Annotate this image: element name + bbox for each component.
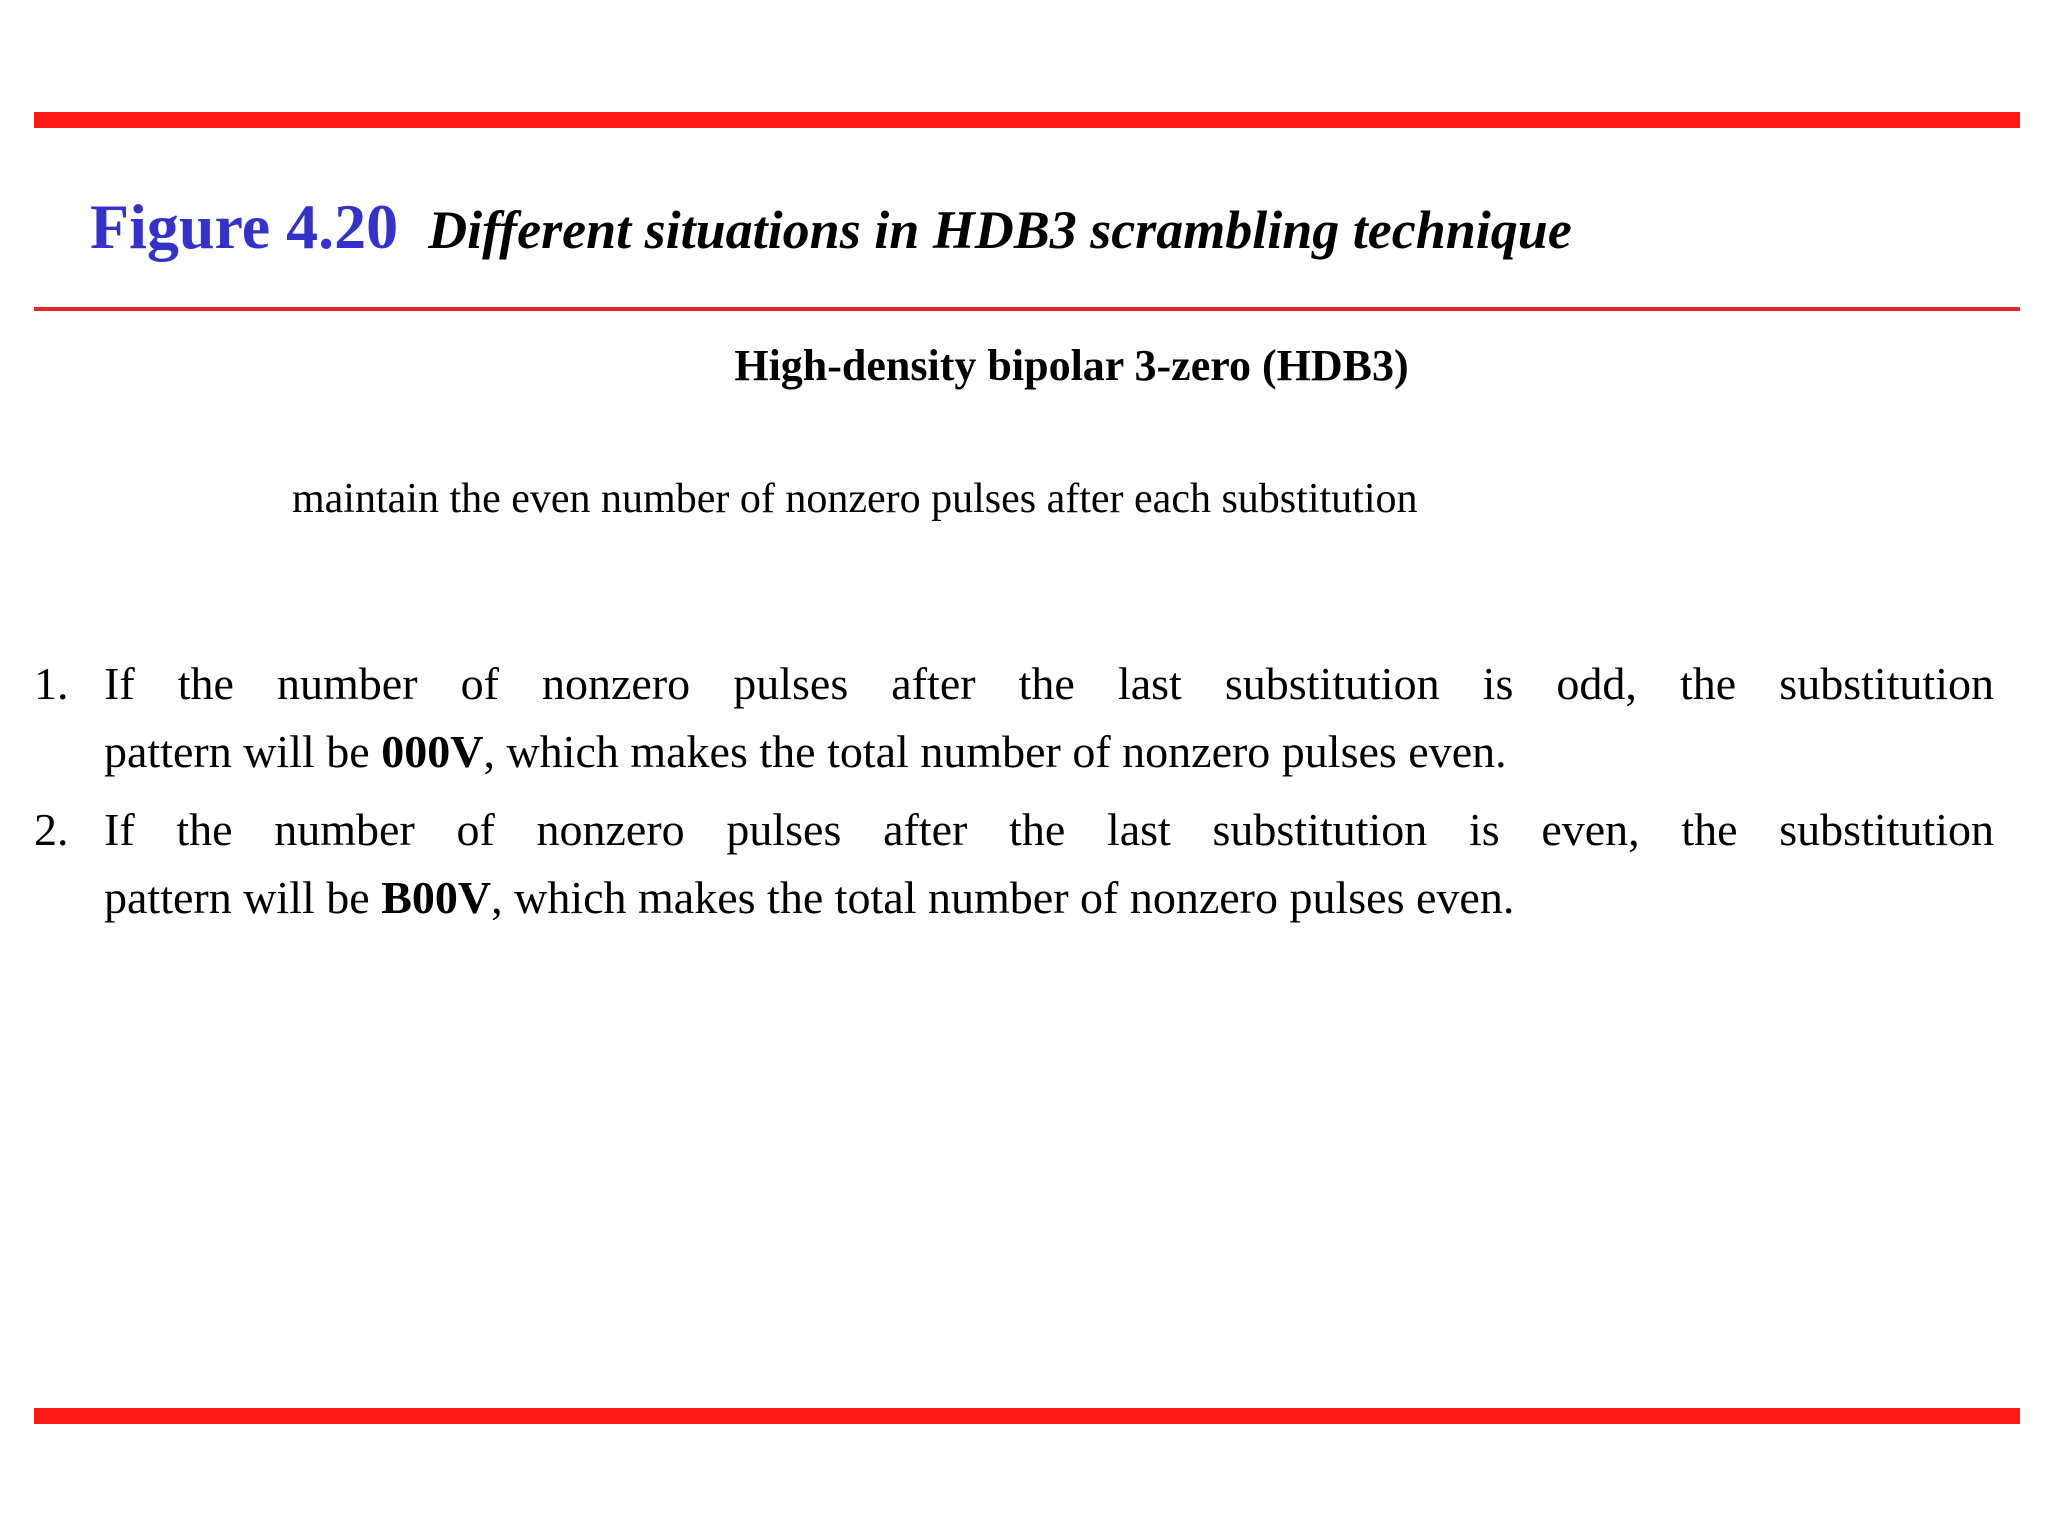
rule-number: 1. [34,658,69,709]
rule-line-2-suffix: , which makes the total number of nonzero pulses even. [483,726,1507,777]
rule-item [34,796,1994,932]
rule-text [104,650,1994,786]
substitution-pattern: 000V [381,726,484,777]
rule-line-2 [104,864,1994,932]
rule-item [34,650,1994,786]
rule-line-2-prefix: pattern will be [104,726,382,777]
figure-number: Figure 4.20 [90,191,399,262]
rule-line-1: If the number of nonzero pulses after the last substitution is even, the substitution [104,804,1994,855]
top-divider [34,112,2020,128]
rule-line-1: If the number of nonzero pulses after the last substitution is odd, the substitution [104,658,1994,709]
rule-number: 2. [34,804,69,855]
figure-caption: Different situations in HDB3 scrambling technique [428,200,1572,260]
rule-line-2-suffix: , which makes the total number of nonzero pulses even. [491,872,1515,923]
rule-line-2-prefix: pattern will be [104,872,382,923]
bottom-divider [34,1408,2020,1424]
substitution-pattern: B00V [381,872,492,923]
rules-list [34,650,1994,942]
title-divider [34,307,2020,311]
rule-text [104,796,1994,932]
figure-title [90,190,1572,264]
section-heading: High-density bipolar 3-zero (HDB3) [734,341,1409,390]
summary-note: maintain the even number of nonzero pulses after each substitution [292,476,1418,522]
rule-line-2 [104,718,1994,786]
